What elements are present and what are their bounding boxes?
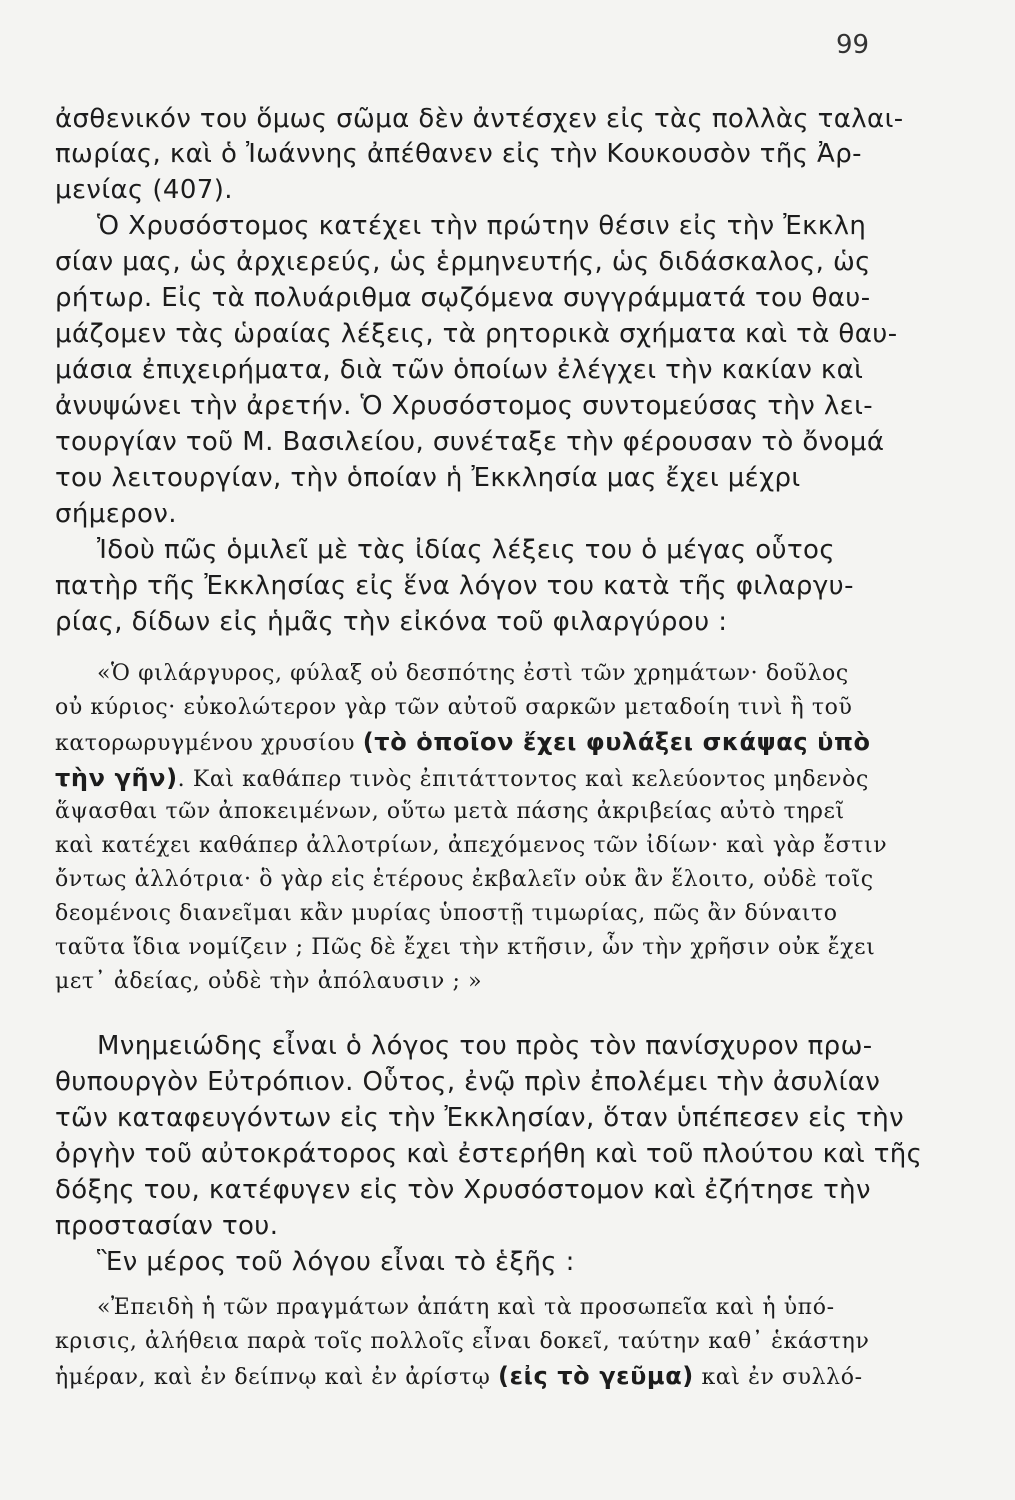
text-line: ὀργὴν τοῦ αὐτοκράτορος καὶ ἐστερήθη καὶ τοῦ πλούτου καὶ τῆς [55,1139,923,1169]
text-line: του λειτουργίαν, τὴν ὁποίαν ἡ Ἐκκλησία μας ἔχει μέχρι [55,463,801,493]
quote-line: ταῦτα ἴδια νομίζειν ; Πῶς δὲ ἔχει τὴν κτῆσιν, ὧν τὴν χρῆσιν οὐκ ἔχει [55,935,876,960]
quote-line: «Ὁ φιλάργυρος, φύλαξ οὐ δεσπότης ἐστὶ τῶν χρημάτων· δοῦλος [97,661,849,686]
quote-line: οὐ κύριος· εὐκολώτερον γὰρ τῶν αὐτοῦ σαρκῶν μεταδοίη τινὶ ἢ τοῦ [55,695,853,720]
text-line: προστασίαν του. [55,1211,279,1241]
text-line: μενίας (407). [55,175,233,205]
quote-text: καὶ ἐν συλλό- [693,1365,863,1390]
quote-line: μετ᾽ ἀδείας, οὐδὲ τὴν ἀπόλαυσιν ; » [55,969,483,994]
quote-line [55,1360,863,1394]
bold-gloss: τὴν γῆν) [55,764,178,792]
text-line: Ἓν μέρος τοῦ λόγου εἶναι τὸ ἑξῆς : [97,1247,575,1277]
text-line: δόξης του, κατέφυγεν εἰς τὸν Χρυσόστομον καὶ ἐζήτησε τὴν [55,1175,871,1205]
text-line: Ὁ Χρυσόστομος κατέχει τὴν πρώτην θέσιν εἰς τὴν Ἐκκλη [97,211,867,241]
quote-line [55,762,869,796]
text-line: τῶν καταφευγόντων εἰς τὴν Ἐκκλησίαν, ὅταν ὑπέπεσεν εἰς τὴν [55,1103,905,1133]
text-line: σίαν μας, ὡς ἀρχιερεύς, ὡς ἑρμηνευτής, ὡς διδάσκαλος, ὡς [55,247,871,277]
text-line: ρήτωρ. Εἰς τὰ πολυάριθμα σῳζόμενα συγγράμματά του θαυ- [55,283,871,313]
quote-text: κατορωρυγμένου χρυσίου [55,731,363,756]
quote-line: δεομένοις διανεῖμαι κἂν μυρίας ὑποστῇ τιμωρίας, πῶς ἂν δύναιτο [55,901,838,926]
text-line: μάζομεν τὰς ὡραίας λέξεις, τὰ ρητορικὰ σχήματα καὶ τὰ θαυ- [55,319,898,349]
quote-line: ὄντως ἀλλότρια· ὃ γὰρ εἰς ἑτέρους ἐκβαλεῖν οὐκ ἂν ἕλοιτο, οὐδὲ τοῖς [55,867,874,892]
text-line: ἀνυψώνει τὴν ἀρετήν. Ὁ Χρυσόστομος συντομεύσας τὴν λει- [55,391,874,421]
quote-line: καὶ κατέχει καθάπερ ἀλλοτρίων, ἀπεχόμενος τῶν ἰδίων· καὶ γὰρ ἔστιν [55,833,888,858]
quote-line: κρισις, ἀλήθεια παρὰ τοῖς πολλοῖς εἶναι δοκεῖ, ταύτην καθ᾽ ἑκάστην [55,1329,870,1354]
text-line: Μνημειώδης εἶναι ὁ λόγος του πρὸς τὸν πανίσχυρον πρω- [97,1031,873,1061]
text-line: ἀσθενικόν του ὅμως σῶμα δὲν ἀντέσχεν εἰς τὰς πολλὰς ταλαι- [55,104,904,134]
quote-line [55,726,871,760]
text-line: πατὴρ τῆς Ἐκκλησίας εἰς ἕνα λόγον του κατὰ τῆς φιλαργυ- [55,571,854,601]
page-number: 99 [836,30,870,60]
text-line: πωρίας, καὶ ὁ Ἰωάννης ἀπέθανεν εἰς τὴν Κουκουσὸν τῆς Ἀρ- [55,139,862,169]
text-line: σήμερον. [55,499,177,529]
quote-text: . Καὶ καθάπερ τινὸς ἐπιτάττοντος καὶ κελεύοντος μηδενὸς [177,767,869,792]
text-line: Ἰδοὺ πῶς ὁμιλεῖ μὲ τὰς ἰδίας λέξεις του ὁ μέγας οὗτος [97,535,836,565]
quote-line: ἅψασθαι τῶν ἀποκειμένων, οὕτω μετὰ πάσης ἀκριβείας αὐτὸ τηρεῖ [55,799,845,824]
quote-line: «Ἐπειδὴ ἡ τῶν πραγμάτων ἀπάτη καὶ τὰ προσωπεῖα καὶ ἡ ὑπό- [97,1295,835,1320]
text-line: θυπουργὸν Εὐτρόπιον. Οὗτος, ἐνῷ πρὶν ἐπολέμει τὴν ἀσυλίαν [55,1067,881,1097]
bold-gloss: (τὸ ὁποῖον ἔχει φυλάξει σκάψας ὑπὸ [362,728,871,756]
bold-gloss: (εἰς τὸ γεῦμα) [498,1362,694,1390]
quote-text: ἡμέραν, καὶ ἐν δείπνῳ καὶ ἐν ἀρίστῳ [55,1365,498,1390]
text-line: μάσια ἐπιχειρήματα, διὰ τῶν ὁποίων ἐλέγχει τὴν κακίαν καὶ [55,355,864,385]
text-line: τουργίαν τοῦ Μ. Βασιλείου, συνέταξε τὴν φέρουσαν τὸ ὄνομά [55,427,885,457]
text-line: ρίας, δίδων εἰς ἡμᾶς τὴν εἰκόνα τοῦ φιλαργύρου : [55,607,728,637]
